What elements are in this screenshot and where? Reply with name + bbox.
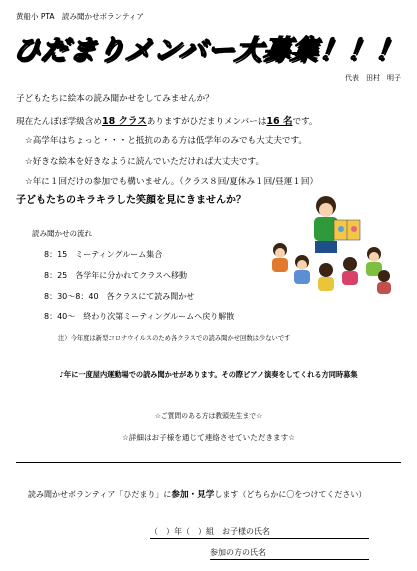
- parent-name-underline: [210, 559, 369, 560]
- flow-title: 読み聞かせの流れ: [32, 229, 92, 238]
- author-name: 代表 田村 明子: [345, 74, 401, 82]
- child-name-underline: [150, 538, 369, 539]
- piano-notice: ♪年に一度屋内運動場での読み聞かせがあります。その際ピアノ演奏をしてくれる方同時募集: [59, 370, 358, 379]
- reply-text-a: 読み聞かせボランティア「ひだまり」に: [28, 490, 172, 499]
- reply-text-b: します（どちらかに〇をつけてください）: [214, 490, 367, 499]
- storytime-illustration: [268, 192, 396, 300]
- intro-status: [16, 113, 318, 127]
- bullet-3: ☆年に１回だけの参加でも構いません。（クラス８回/夏休み１回/昼運１回）: [25, 177, 319, 187]
- status-text-a: 現在たんぽぽ学級含め: [16, 117, 102, 127]
- page-title: ひだまりメンバー大募集！！！: [10, 35, 406, 66]
- flow-step: 8：15 ミーティングルーム集合: [44, 250, 163, 259]
- intro-question: 子どもたちに絵本の読み聞かせをしてみませんか？: [16, 94, 214, 104]
- flow-step: 8：30～8：40 各クラスにて読み聞かせ: [44, 292, 195, 301]
- header-org: 黄船小 PTA 読み聞かせボランティア: [16, 12, 144, 21]
- class-count: 18 クラス: [101, 116, 147, 127]
- flow-step: 8：25 各学年に分かれてクラスへ移動: [44, 271, 188, 280]
- detail-note: ☆詳細はお子様を通じて連絡させていただきます☆: [121, 433, 296, 442]
- participation-options[interactable]: 参加・見学: [171, 490, 215, 500]
- cut-divider: [16, 462, 401, 463]
- status-text-b: ありますがひだまりメンバーは: [146, 117, 267, 127]
- covid-note: 注）今年度は新型コロナウイルスのため各クラスでの読み聞かせ回数は少ないです: [58, 335, 291, 342]
- smile-question: 子どもたちのキラキラした笑顔を見にきませんか？: [16, 195, 246, 206]
- reply-line: [28, 488, 366, 500]
- member-count: 16 名: [266, 116, 293, 127]
- child-name-field[interactable]: （ ）年（ ）組 お子様の氏名: [150, 527, 270, 536]
- contact-note: ☆ご質問のある方は教頭先生まで☆: [154, 412, 263, 420]
- parent-name-field[interactable]: 参加の方の氏名: [210, 548, 266, 557]
- flow-step: 8：40～ 終わり次第ミーティングルームへ戻り解散: [44, 312, 235, 321]
- bullet-1: ☆高学年はちょっと・・・と抵抗のある方は低学年のみでも大丈夫です。: [25, 136, 308, 146]
- status-text-c: です。: [292, 117, 318, 127]
- bullet-2: ☆好きな絵本を好きなように読んでいただければ大丈夫です。: [25, 157, 265, 167]
